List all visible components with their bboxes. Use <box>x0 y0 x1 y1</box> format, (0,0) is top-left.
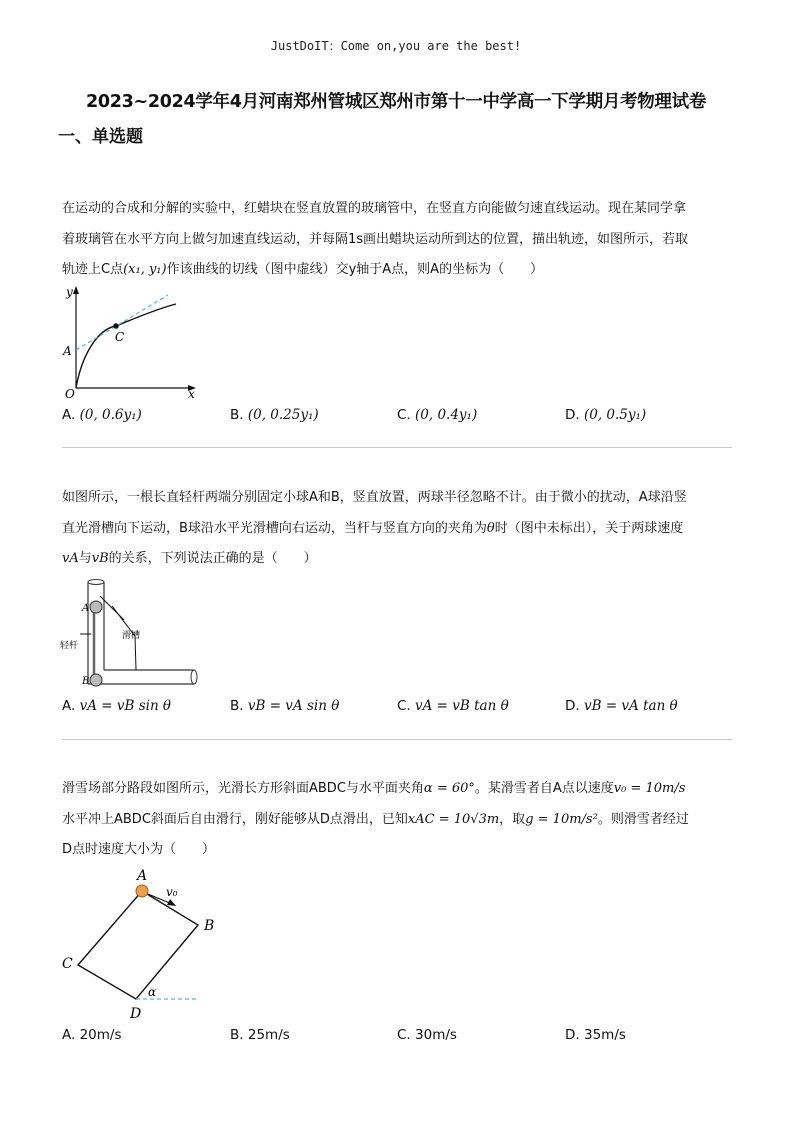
label-c: C <box>62 956 73 972</box>
trajectory-curve <box>76 304 176 388</box>
q1-line-3: 轨迹上C点(x₁, y₁)作该曲线的切线（图中虚线）交y轴于A点，则A的坐标为（ ） <box>62 262 544 277</box>
label-rod: 轻杆 <box>60 641 79 651</box>
label-a: A <box>137 868 148 884</box>
q2-rod-slot-figure <box>60 576 205 692</box>
label-y: y <box>66 285 73 299</box>
page-header: JustDoIT：Come on,you are the best! <box>270 39 522 53</box>
skier-ball <box>136 885 148 897</box>
ball-a <box>90 601 102 613</box>
section-heading: 一、单选题 <box>58 127 143 147</box>
v0-arrowhead <box>167 899 176 906</box>
q1-option-c[interactable]: C. (0, 0.4y₁) <box>397 407 478 423</box>
q1-line-1: 在运动的合成和分解的实验中，红蜡块在竖直放置的玻璃管中，在竖直方向能做匀速直线运动。现在某同学拿 <box>62 201 687 216</box>
divider-1 <box>62 447 732 448</box>
q2-line-1: 如图所示，一根长直轻杆两端分别固定小球A和B，竖直放置，两球半径忽略不计。由于微小的扰动，A球沿竖 <box>62 490 687 505</box>
y-axis-arrow <box>73 286 79 294</box>
ball-b <box>90 674 102 686</box>
q1-option-d[interactable]: D. (0, 0.5y₁) <box>565 407 647 423</box>
label-b: B <box>82 676 90 687</box>
q2-option-a[interactable]: A. vA = vB sin θ <box>62 698 172 714</box>
label-v0: v₀ <box>166 885 178 899</box>
slope-abdc <box>78 891 198 999</box>
page-title: 2023~2024学年4月河南郑州管城区郑州市第十一中学高一下学期月考物理试卷 <box>85 92 707 112</box>
question-3-text <box>62 774 738 866</box>
horizontal-slot-end <box>191 670 197 684</box>
question-1-text <box>62 194 738 286</box>
q2-option-d[interactable]: D. vB = vA tan θ <box>565 698 678 714</box>
q3-option-a[interactable]: A. 20m/s <box>62 1027 122 1043</box>
label-slot: 滑槽 <box>122 631 141 641</box>
q3-line-3: D点时速度大小为（ ） <box>62 842 216 857</box>
label-alpha: α <box>148 985 157 999</box>
horizontal-slot <box>88 670 194 684</box>
label-x: x <box>188 387 195 400</box>
label-a: A <box>63 344 72 358</box>
q1-option-b[interactable]: B. (0, 0.25y₁) <box>230 407 319 423</box>
label-d: D <box>130 1006 142 1022</box>
divider-2 <box>62 739 732 740</box>
q3-option-d[interactable]: D. 35m/s <box>565 1027 626 1043</box>
q2-option-b[interactable]: B. vB = vA sin θ <box>230 698 340 714</box>
label-o: O <box>65 387 75 400</box>
q1-trajectory-figure <box>60 284 200 400</box>
q2-option-c[interactable]: C. vA = vB tan θ <box>397 698 509 714</box>
q3-line-1: 滑雪场部分路段如图所示，光滑长方形斜面ABDC与水平面夹角α = 60°。某滑雪者自A点以速度v₀ = 10m/s <box>62 781 686 796</box>
vertical-slot-top <box>88 580 104 585</box>
q2-line-3: vA与vB的关系，下列说法正确的是（ ） <box>62 551 317 566</box>
q3-option-b[interactable]: B. 25m/s <box>230 1027 290 1043</box>
point-c <box>113 323 119 329</box>
q3-slope-figure <box>58 866 228 1022</box>
q2-line-2: 直光滑槽向下运动，B球沿水平光滑槽向右运动，当杆与竖直方向的夹角为θ时（图中未标出），关于两球速度 <box>62 520 684 536</box>
q3-option-c[interactable]: C. 30m/s <box>397 1027 457 1043</box>
label-a: A <box>82 603 90 614</box>
q3-line-2: 水平冲上ABDC斜面后自由滑行，刚好能够从D点滑出，已知xAC = 10√3m，取g = 10m/s²。则滑雪者经过 <box>62 811 689 827</box>
q1-line-2: 着玻璃管在水平方向上做匀加速直线运动，并每隔1s画出蜡块运动所到达的位置，描出轨迹，如图所示，若取 <box>62 231 689 247</box>
slot-pointer-3 <box>135 636 136 670</box>
label-c: C <box>115 330 125 344</box>
label-b: B <box>204 918 215 934</box>
q1-option-a[interactable]: A. (0, 0.6y₁) <box>62 407 142 423</box>
question-2-text <box>62 483 738 575</box>
